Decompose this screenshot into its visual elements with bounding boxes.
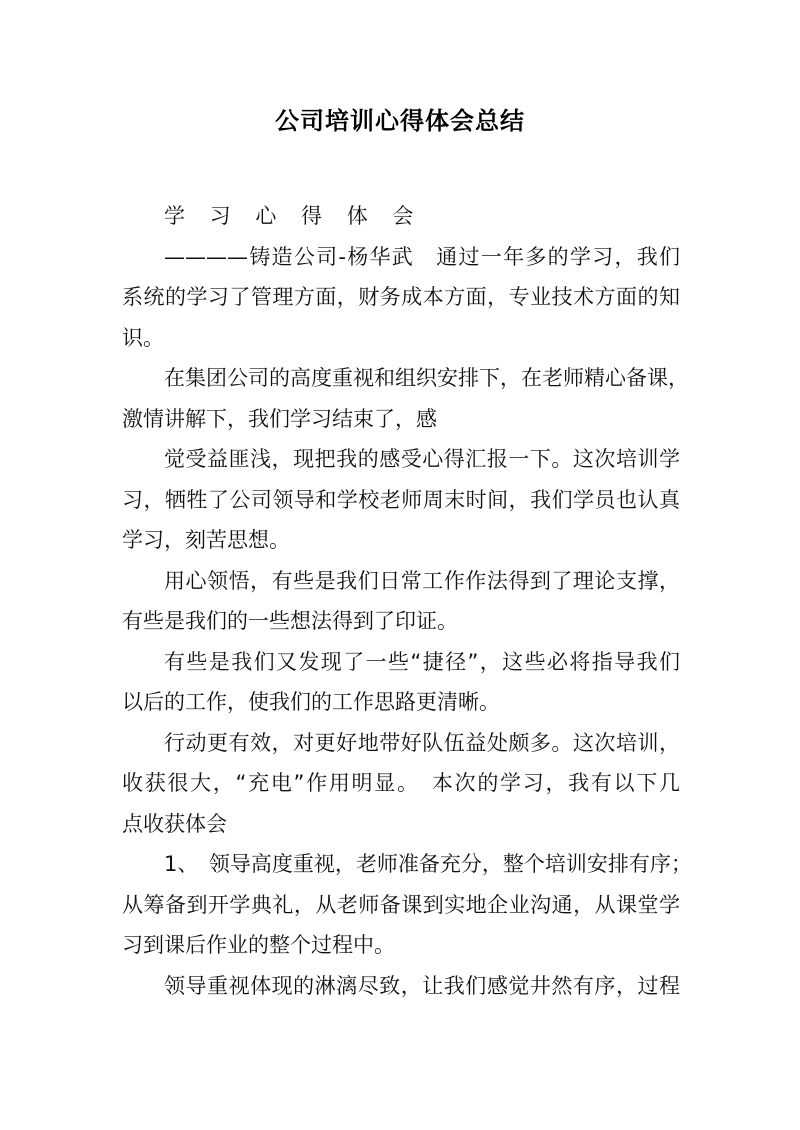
text-line: 系统的学习了管理方面，财务成本方面，专业技术方面的知 (122, 285, 680, 309)
text-line: 激情讲解下，我们学习结束了，感 (122, 406, 437, 431)
text-line: 从筹备到开学典礼，从老师备课到实地企业沟通，从课堂学 (122, 892, 680, 917)
text-line: 在集团公司的高度重视和组织安排下，在老师精心备课， (164, 366, 689, 390)
section-heading: 学 习 心 得 体 会 (164, 204, 423, 228)
text-line: 用心领悟，有些是我们日常工作作法得到了理论支撑， (164, 568, 680, 593)
text-line: 点收获体会 (122, 811, 227, 836)
text-line: 学习，刻苦思想。 (122, 528, 290, 552)
text-line: 有些是我们的一些想法得到了印证。 (122, 609, 458, 633)
text-line: 习，牺牲了公司领导和学校老师周末时间，我们学员也认真 (122, 487, 680, 512)
document-body (122, 196, 692, 1006)
document-title: 公司培训心得体会总结 (275, 107, 525, 135)
text-line: 领导重视体现的淋漓尽致，让我们感觉井然有序，过程 (164, 973, 680, 998)
text-line: 有些是我们又发现了一些“捷径”，这些必将指导我们 (164, 649, 680, 674)
text-line: 行动更有效，对更好地带好队伍益处颇多。这次培训， (164, 730, 680, 755)
text-line: 习到课后作业的整个过程中。 (122, 933, 395, 957)
text-line: 以后的工作，使我们的工作思路更清晰。 (122, 690, 500, 714)
text-line: 1、 领导高度重视，老师准备充分，整个培训安排有序； (164, 852, 692, 876)
text-line: 觉受益匪浅，现把我的感受心得汇报一下。这次培训学 (164, 447, 680, 471)
text-line: ————铸造公司-杨华武 通过一年多的学习，我们 (164, 244, 680, 269)
text-line: 收获很大，“充电”作用明显。 本次的学习，我有以下几 (122, 771, 680, 795)
text-line: 识。 (122, 325, 164, 350)
